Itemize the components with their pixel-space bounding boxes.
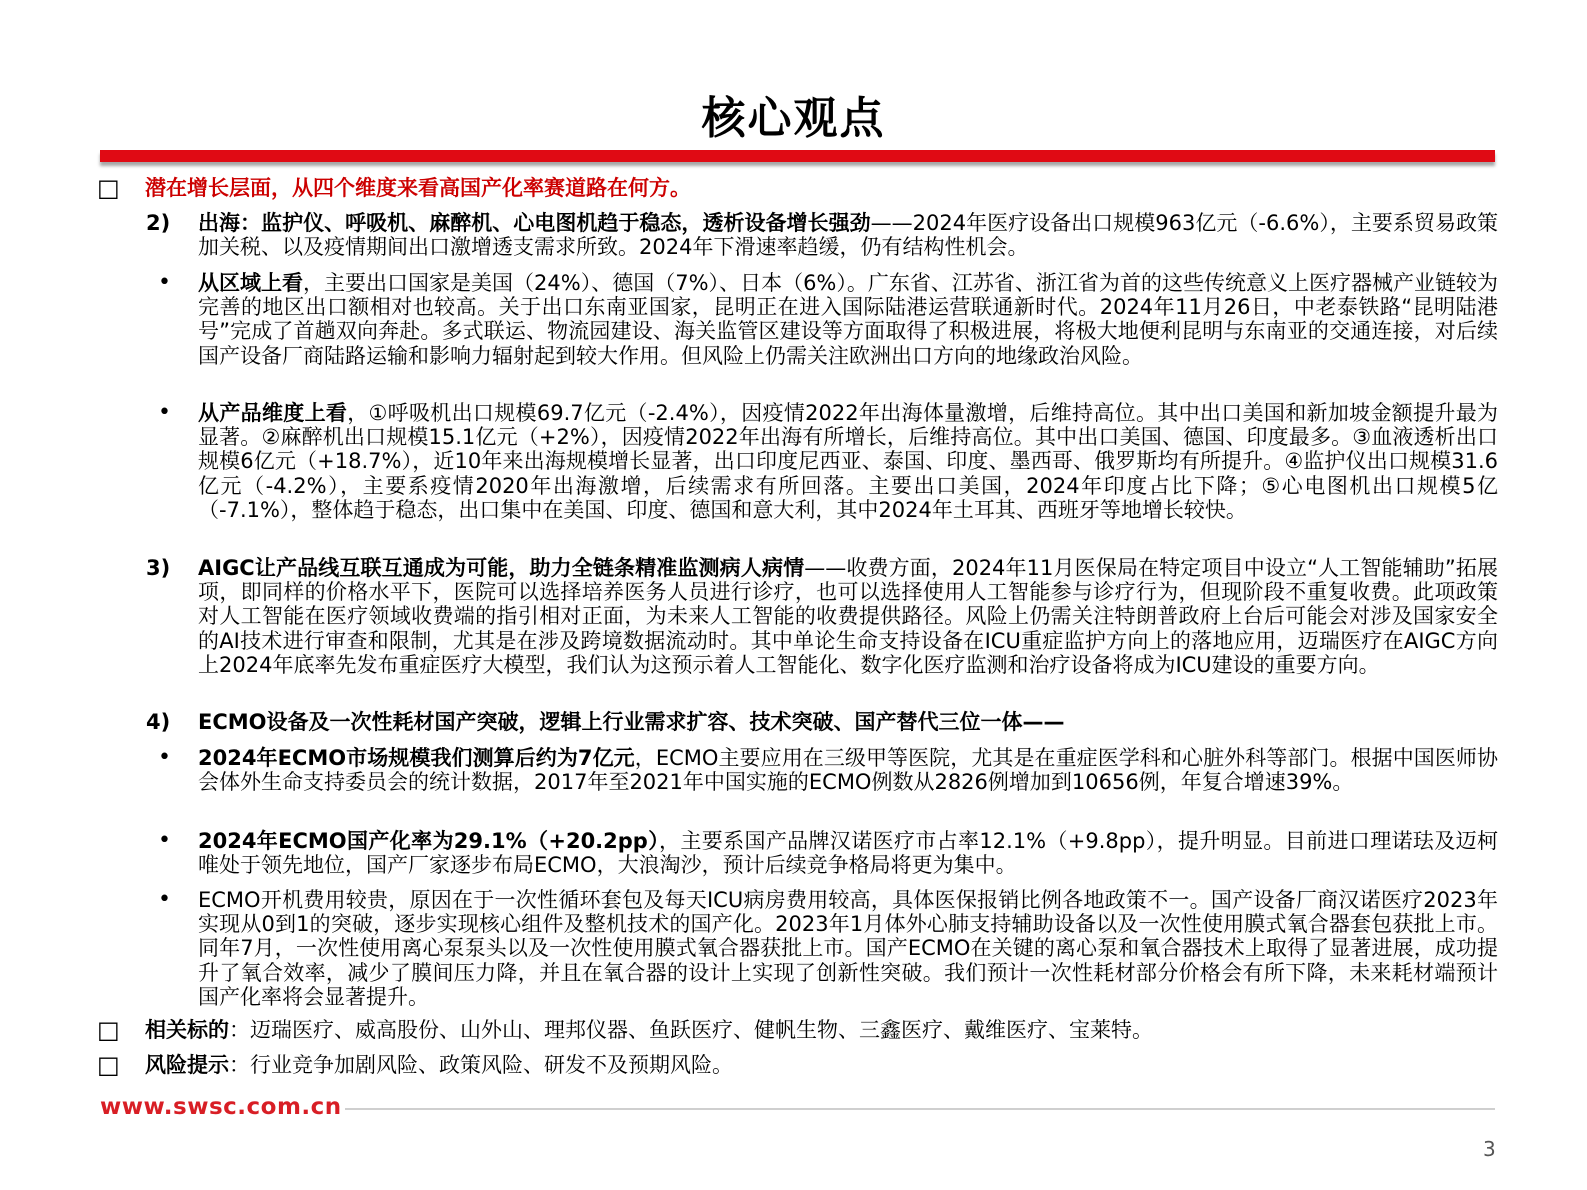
related-label: 相关标的: [145, 1018, 229, 1042]
related-stocks: [145, 1018, 1153, 1042]
bullet-body: ECMO开机费用较贵，原因在于一次性循环套包及每天ICU病房费用较高，具体医保报销比例各地政策不一。国产设备厂商汉诺医疗2023年实现从0到1的突破，逐步实现核心组件及整机技术的国产化。2023年1月体外心肺支持辅助设备以及一次性使用膜式氧合器套包获批上市。同年7月，一次性使用离心泵泵头以及一次性使用膜式氧合器获批上市。国产ECMO在关键的离心泵和氧合器技术上取得了显著进展，成功提升了氧合效率，减少了膜间压力降，并且在氧合器的设计上实现了创新性突破。我们预计一次性耗材部分价格会有所下降，未来耗材端预计国产化率将会显著提升。: [198, 888, 1498, 1009]
bullet-paragraph-ecmo-localization: [198, 829, 1498, 877]
section-body: ——收费方面，2024年11月医保局在特定项目中设立“人工智能辅助”拓展项，即同样的价格水平下，医院可以选择培养医务人员进行诊疗，也可以选择使用人工智能参与诊疗行为，但现阶段不重复收费。此项政策对人工智能在医疗领域收费端的指引相对正面，为未来人工智能的收费提供路径。风险上仍需关注特朗普政府上台后可能会对涉及国家安全的AI技术进行审查和限制，尤其是在涉及跨境数据流动时。其中单论生命支持设备在ICU重症监护方向上的落地应用，迈瑞医疗在AIGC方向上2024年底率先发布重症医疗大模型，我们认为这预示着人工智能化、数字化医疗监测和治疗设备将成为ICU建设的重要方向。: [198, 556, 1498, 677]
related-list: ：迈瑞医疗、威高股份、山外山、理邦仪器、鱼跃医疗、健帆生物、三鑫医疗、戴维医疗、宝莱特。: [229, 1018, 1153, 1042]
section-heading: 潜在增长层面，从四个维度来看高国产化率赛道路在何方。: [145, 176, 691, 200]
bullet-body: ，①呼吸机出口规模69.7亿元（-2.4%），因疫情2022年出海体量激增，后维持高位。其中出口美国和新加坡金额提升最为显著。②麻醉机出口规模15.1亿元（+2%），因疫情2022年出海有所增长，后维持高位。其中出口美国、德国、印度最多。③血液透析出口规模6亿元（+18.7%），近10年来出海规模增长显著，出口印度尼西亚、泰国、印度、墨西哥、俄罗斯均有所提升。④监护仪出口规模31.6亿元（-4.2%），主要系疫情2020年出海激增，后续需求有所回落。主要出口美国，2024年印度占比下降；⑤心电图机出口规模5亿（-7.1%），整体趋于稳态，出口集中在美国、印度、德国和意大利，其中2024年土耳其、西班牙等地增长较快。: [198, 401, 1499, 522]
bullet-icon: •: [158, 887, 171, 912]
checkbox-square-icon: □: [97, 1051, 120, 1079]
page-title: 核心观点: [701, 93, 886, 144]
section-paragraph-aigc: [198, 556, 1498, 677]
title-underline-bar: [100, 150, 1495, 162]
section-lead: AIGC让产品线互联互通成为可能，助力全链条精准监测病人病情: [198, 556, 805, 580]
page-number: 3: [1483, 1137, 1496, 1161]
bullet-paragraph-ecmo-cost: [198, 888, 1498, 1009]
bullet-icon: •: [158, 828, 171, 853]
bullet-body: ，主要出口国家是美国（24%）、德国（7%）、日本（6%）。广东省、江苏省、浙江省为首的这些传统意义上医疗器械产业链较为完善的地区出口额相对也较高。关于出口东南亚国家，昆明正在进入国际陆港运营联通新时代。2024年11月26日，中老泰铁路“昆明陆港号”完成了首趟双向奔赴。多式联运、物流园建设、海关监管区建设等方面取得了积极进展，将极大地便利昆明与东南亚的交通连接，对后续国产设备厂商陆路运输和影响力辐射起到较大作用。但风险上仍需关注欧洲出口方向的地缘政治风险。: [198, 271, 1498, 368]
checkbox-square-icon: □: [97, 174, 120, 202]
bullet-icon: •: [158, 745, 171, 770]
risk-list: ：行业竞争加剧风险、政策风险、研发不及预期风险。: [229, 1053, 733, 1077]
bullet-paragraph-region: [198, 271, 1498, 368]
risk-notice: [145, 1053, 733, 1077]
bullet-icon: •: [158, 400, 171, 425]
bullet-body: ，主要系国产品牌汉诺医疗市占率12.1%（+9.8pp），提升明显。目前进口理诺珐及迈柯唯处于领先地位，国产厂家逐步布局ECMO，大浪淘沙，预计后续竞争格局将更为集中。: [198, 829, 1498, 878]
section-body: ——2024年医疗设备出口规模963亿元（-6.6%），主要系贸易政策加关税、以及疫情期间出口激增透支需求所致。2024年下滑速率趋缓，仍有结构性机会。: [198, 211, 1498, 260]
bullet-lead: 2024年ECMO国产化率为29.1%（+20.2pp）: [198, 829, 660, 853]
bullet-paragraph-product: [198, 401, 1498, 522]
footer-url-link[interactable]: www.swsc.com.cn: [100, 1094, 342, 1120]
section-number: 3): [146, 556, 171, 580]
bullet-icon: •: [158, 270, 171, 295]
section-number: 4): [146, 710, 171, 734]
checkbox-square-icon: □: [97, 1016, 120, 1044]
section-lead: 出海：监护仪、呼吸机、麻醉机、心电图机趋于稳态，透析设备增长强劲: [198, 211, 871, 235]
bullet-lead: 从产品维度上看: [198, 401, 348, 425]
section-paragraph-ecmo: ECMO设备及一次性耗材国产突破，逻辑上行业需求扩容、技术突破、国产替代三位一体——: [198, 710, 1065, 734]
risk-label: 风险提示: [145, 1053, 229, 1077]
bullet-lead: 从区域上看: [198, 271, 304, 295]
bullet-body: ，ECMO主要应用在三级甲等医院，尤其是在重症医学科和心脏外科等部门。根据中国医师协会体外生命支持委员会的统计数据，2017年至2021年中国实施的ECMO例数从2826例增加到10656例，年复合增速39%。: [198, 746, 1498, 795]
section-paragraph-export: [198, 211, 1498, 259]
bullet-lead: 2024年ECMO市场规模我们测算后约为7亿元: [198, 746, 635, 770]
bullet-paragraph-ecmo-market: [198, 746, 1498, 794]
footer-divider: [345, 1108, 1495, 1110]
section-number: 2): [146, 211, 171, 235]
